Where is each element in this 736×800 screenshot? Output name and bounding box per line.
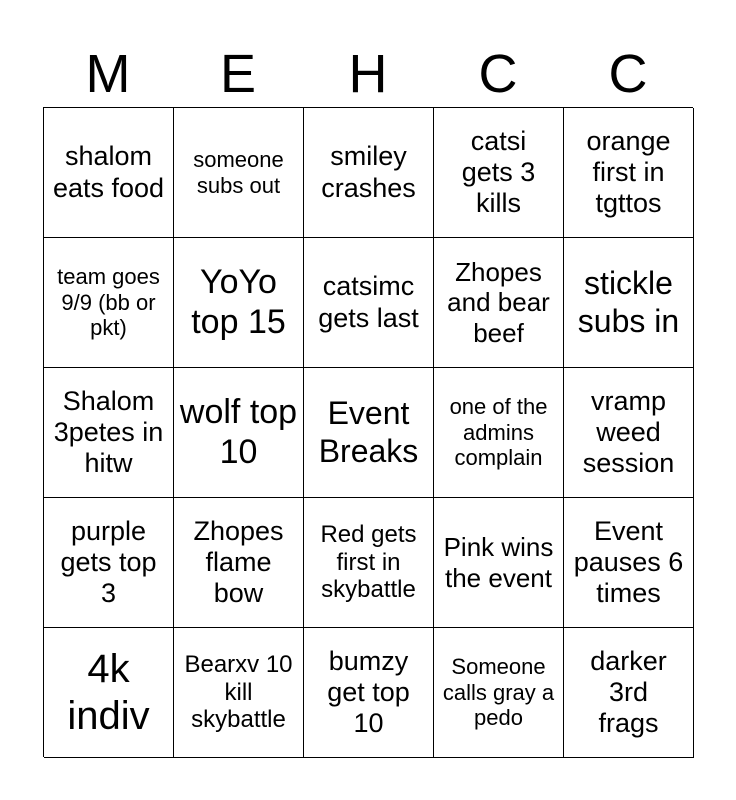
- bingo-cell[interactable]: Bearxv 10 kill skybattle: [174, 628, 304, 758]
- bingo-cell[interactable]: stickle subs in: [564, 238, 694, 368]
- bingo-board: [43, 107, 693, 757]
- bingo-cell[interactable]: purple gets top 3: [44, 498, 174, 628]
- header-letter: C: [608, 44, 648, 104]
- bingo-cell[interactable]: Red gets first in skybattle: [304, 498, 434, 628]
- bingo-cell[interactable]: YoYo top 15: [174, 238, 304, 368]
- bingo-cell[interactable]: someone subs out: [174, 108, 304, 238]
- bingo-cell[interactable]: Zhopes and bear beef: [434, 238, 564, 368]
- bingo-cell[interactable]: one of the admins complain: [434, 368, 564, 498]
- bingo-cell[interactable]: Pink wins the event: [434, 498, 564, 628]
- header-letter: C: [478, 44, 518, 104]
- bingo-cell[interactable]: Shalom 3petes in hitw: [44, 368, 174, 498]
- bingo-cell[interactable]: wolf top 10: [174, 368, 304, 498]
- bingo-cell[interactable]: Someone calls gray a pedo: [434, 628, 564, 758]
- bingo-cell[interactable]: vramp weed session: [564, 368, 694, 498]
- bingo-header: [43, 40, 693, 108]
- bingo-cell[interactable]: catsimc gets last: [304, 238, 434, 368]
- bingo-cell[interactable]: catsi gets 3 kills: [434, 108, 564, 238]
- bingo-cell[interactable]: smiley crashes: [304, 108, 434, 238]
- header-letter: E: [219, 44, 257, 104]
- bingo-cell[interactable]: orange first in tgttos: [564, 108, 694, 238]
- bingo-cell[interactable]: Event pauses 6 times: [564, 498, 694, 628]
- header-letter: H: [348, 44, 388, 104]
- bingo-cell[interactable]: Event Breaks: [304, 368, 434, 498]
- bingo-cell[interactable]: 4k indiv: [44, 628, 174, 758]
- bingo-cell[interactable]: Zhopes flame bow: [174, 498, 304, 628]
- bingo-cell[interactable]: darker 3rd frags: [564, 628, 694, 758]
- bingo-cell[interactable]: bumzy get top 10: [304, 628, 434, 758]
- bingo-cell[interactable]: shalom eats food: [44, 108, 174, 238]
- header-letter: M: [85, 44, 131, 104]
- bingo-cell[interactable]: team goes 9/9 (bb or pkt): [44, 238, 174, 368]
